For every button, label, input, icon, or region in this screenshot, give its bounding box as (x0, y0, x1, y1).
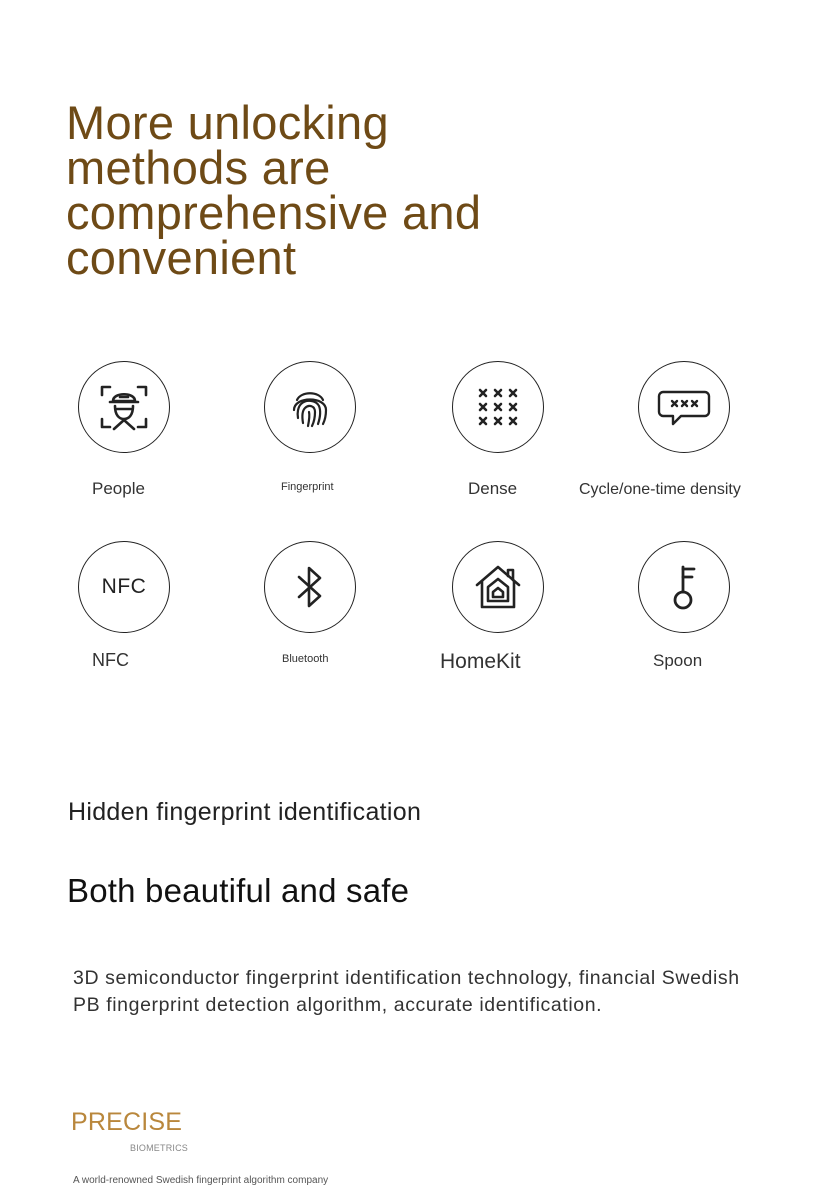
nfc-icon-text: NFC (101, 575, 147, 598)
brand-logo-text: PRECISE (71, 1108, 183, 1136)
feature-label-cycle-density: Cycle/one-time density (579, 481, 741, 498)
brand-footnote: A world-renowned Swedish fingerprint algorithm company (73, 1175, 329, 1186)
feature-label-homekit: HomeKit (440, 650, 521, 673)
home-icon (452, 541, 544, 633)
keypad-icon (452, 361, 544, 453)
brand-tagline: BIOMETRICS (130, 1143, 189, 1153)
feature-label-fingerprint: Fingerprint (281, 481, 334, 493)
key-icon (638, 541, 730, 633)
feature-label-nfc: NFC (92, 650, 129, 670)
headline-line-1: More unlocking (66, 96, 389, 149)
section-subtitle: Both beautiful and safe (67, 872, 410, 909)
bluetooth-icon (264, 541, 356, 633)
nfc-icon (78, 541, 170, 633)
headline-line-4: convenient (66, 231, 297, 284)
feature-label-spoon: Spoon (653, 651, 703, 670)
face-scan-icon (78, 361, 170, 453)
headline-line-2: methods are (66, 141, 331, 194)
feature-label-dense: Dense (468, 479, 518, 498)
section-title: Hidden fingerprint identification (68, 798, 422, 826)
feature-label-bluetooth: Bluetooth (282, 653, 329, 665)
password-bubble-icon (638, 361, 730, 453)
fingerprint-icon (264, 361, 356, 453)
section-description: 3D semiconductor fingerprint identification technology, financial Swedish PB fingerprint detection algorithm, accurate identification. (73, 967, 740, 1016)
headline-line-3: comprehensive and (66, 186, 482, 239)
feature-label-people: People (92, 479, 145, 498)
